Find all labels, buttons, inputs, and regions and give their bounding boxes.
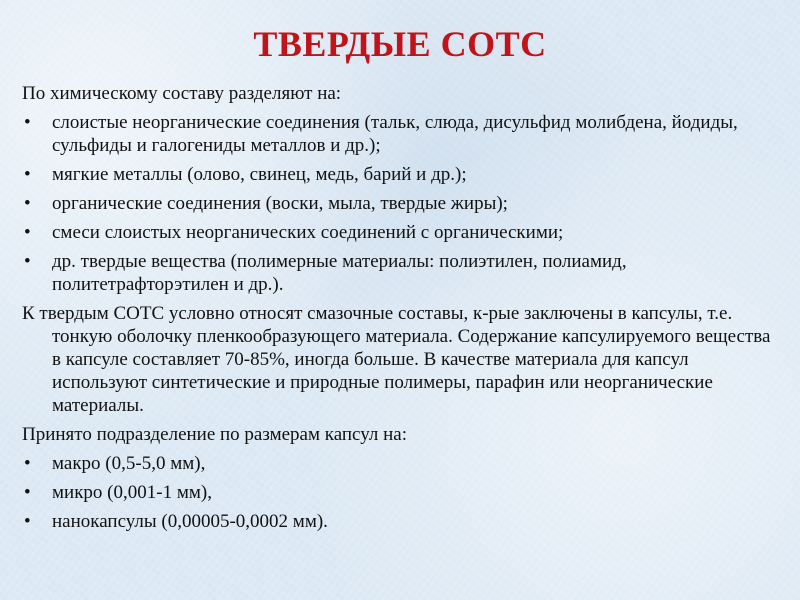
size-list [22,452,782,533]
size-intro: Принято подразделение по размерам капсул на: [22,424,408,445]
capsule-paragraph: К твердым СОТС условно относят смазочные составы, к-рые заключены в капсулы, т.е. тонкую оболочку пленкообразующего материала. Содержание капсулируемого вещества в капсуле составляет 70-85%, иногда больше. В качестве материала для капсул используют синтетические и природные полимеры, парафин или неорганические материалы. [22,303,771,416]
list-item [22,510,782,533]
list-item-text: мягкие металлы (олово, свинец, медь, барий и др.); [52,164,467,185]
list-item [22,192,782,215]
list-item [22,111,782,157]
list-item-text: нанокапсулы (0,00005-0,0002 мм). [52,511,328,532]
bullet-icon: • [24,482,31,503]
list-item [22,163,782,186]
bullet-icon: • [24,511,31,532]
list-item-text: микро (0,001-1 мм), [52,482,212,503]
bullet-icon: • [24,453,31,474]
list-item-text: органические соединения (воски, мыла, твердые жиры); [52,193,508,214]
bullet-icon: • [24,164,31,185]
list-item [22,250,782,296]
composition-list [22,111,782,296]
list-item [22,221,782,244]
list-item [22,481,782,504]
composition-intro: По химическому составу разделяют на: [22,83,342,104]
bullet-icon: • [24,193,31,214]
slide-title: ТВЕРДЫЕ СОТС [253,24,547,64]
list-item-text: др. твердые вещества (полимерные материалы: полиэтилен, полиамид, политетрафторэтилен и др.). [52,251,627,295]
list-item-text: слоистые неорганические соединения (тальк, слюда, дисульфид молибдена, йодиды, сульфиды и галогениды металлов и др.); [52,112,738,156]
bullet-icon: • [24,222,31,243]
list-item-text: смеси слоистых неорганических соединений с органическими; [52,222,564,243]
list-item-text: макро (0,5-5,0 мм), [52,453,206,474]
bullet-icon: • [24,251,31,272]
slide-content [22,82,782,539]
bullet-icon: • [24,112,31,133]
list-item [22,452,782,475]
